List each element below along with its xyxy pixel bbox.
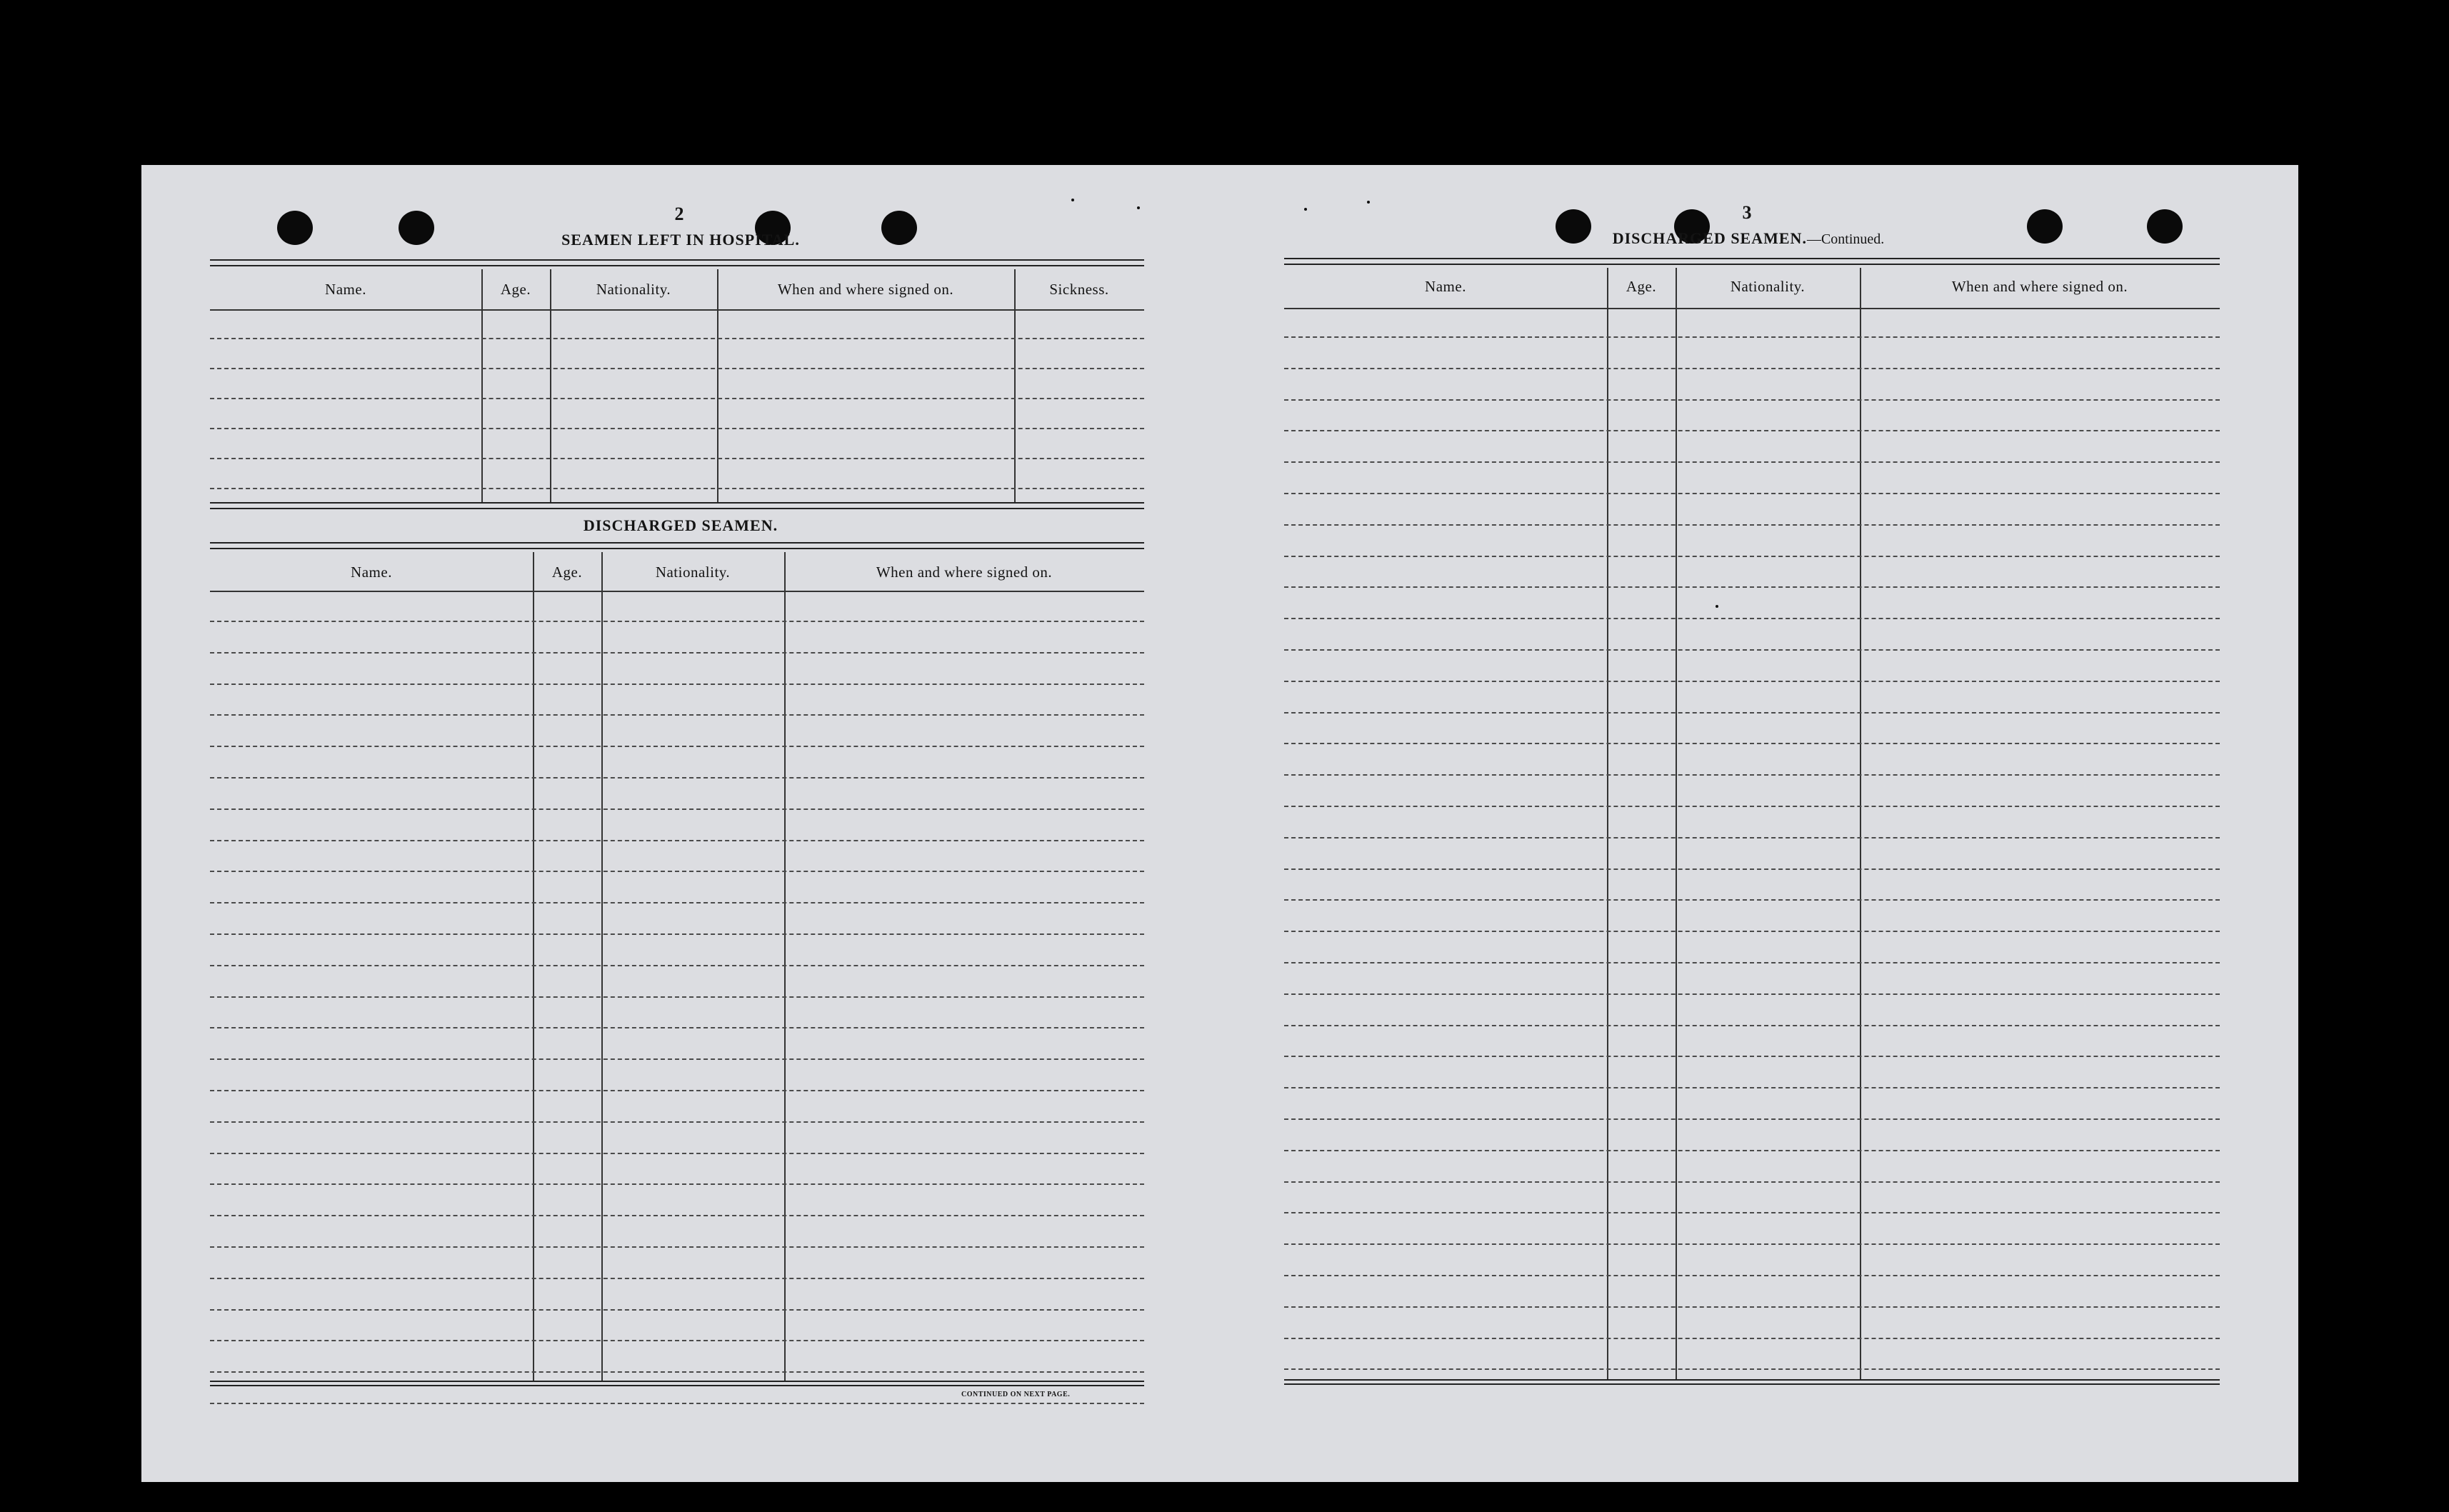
discharged-section-title: DISCHARGED SEAMEN. [583, 516, 778, 534]
table-row-rule [1284, 524, 2220, 526]
table-row-rule [210, 1246, 1144, 1248]
table-row-rule [1284, 618, 2220, 619]
discharged-table-header [210, 552, 1144, 592]
column-divider [1014, 269, 1016, 502]
page-number-left: 2 [674, 204, 684, 224]
table-row-rule [210, 1183, 1144, 1185]
punch-hole [399, 211, 434, 245]
ink-speck [1071, 199, 1074, 201]
column-divider [550, 269, 551, 502]
punch-hole [881, 211, 917, 245]
table-row-rule [210, 746, 1144, 747]
table-row-rule [1284, 336, 2220, 338]
column-header-nationality: Nationality. [596, 281, 671, 298]
table-row-rule [210, 777, 1144, 778]
table-row-rule [210, 1309, 1144, 1311]
column-header-nationality: Nationality. [655, 564, 731, 581]
table-row-rule [210, 368, 1144, 369]
continued-suffix: —Continued. [1806, 231, 1885, 247]
continued-note: CONTINUED ON NEXT PAGE. [961, 1391, 1071, 1398]
column-header-age: Age. [551, 564, 583, 581]
table-row-rule [210, 840, 1144, 841]
table-row-rule [210, 458, 1144, 459]
table-row-rule [1284, 868, 2220, 870]
table-row-rule [1284, 586, 2220, 588]
table-row-rule [1284, 962, 2220, 963]
table-row-rule [1284, 681, 2220, 682]
table-row-rule [210, 652, 1144, 654]
table-row-rule [210, 871, 1144, 872]
table-row-rule [1284, 1212, 2220, 1213]
table-row-rule [1284, 931, 2220, 932]
table-row-rule [1284, 1306, 2220, 1308]
table-row-rule [210, 933, 1144, 935]
table-row-rule [1284, 1056, 2220, 1057]
column-header-signed-on: When and where signed on. [876, 564, 1053, 581]
table-row-rule [1284, 774, 2220, 776]
table-row-rule [210, 428, 1144, 429]
column-header-signed-on: When and where signed on. [1951, 278, 2128, 295]
table-row-rule [210, 398, 1144, 399]
hospital-footer-rule [210, 502, 1144, 509]
discharged-continued-title [1513, 229, 1984, 248]
table-row-rule [1284, 712, 2220, 714]
column-divider [481, 269, 483, 502]
table-row-rule [1284, 1181, 2220, 1183]
column-divider [601, 552, 603, 1381]
column-header-sickness: Sickness. [1049, 281, 1109, 298]
table-row-rule [1284, 1087, 2220, 1088]
discharged-table-right [1284, 268, 2220, 1379]
discharged-header-rule [210, 542, 1144, 549]
punch-hole [2147, 209, 2183, 244]
table-row-rule [210, 1215, 1144, 1216]
page-number-right: 3 [1742, 202, 1752, 223]
table-row-rule [210, 488, 1144, 489]
table-row-rule [1284, 1243, 2220, 1245]
column-divider [784, 552, 786, 1381]
table-row-rule [1284, 1118, 2220, 1120]
table-row-rule [1284, 1150, 2220, 1151]
punch-hole [277, 211, 313, 245]
table-row-rule [1284, 993, 2220, 995]
column-divider [717, 269, 718, 502]
column-header-signed-on: When and where signed on. [777, 281, 954, 298]
table-row-rule [1284, 430, 2220, 431]
hospital-table-header [210, 269, 1144, 311]
punch-hole [2027, 209, 2063, 244]
table-row-rule [1284, 806, 2220, 807]
table-row-rule [210, 1403, 1144, 1404]
table-row-rule [1284, 899, 2220, 901]
hospital-header-rule [210, 259, 1144, 266]
table-row-rule [210, 1340, 1144, 1341]
table-row-rule [1284, 1275, 2220, 1276]
table-row-rule [1284, 743, 2220, 744]
table-row-rule [210, 1278, 1144, 1279]
discharged-continued-title-text: DISCHARGED SEAMEN. [1612, 229, 1807, 247]
column-header-nationality: Nationality. [1730, 278, 1806, 295]
table-row-rule [210, 338, 1144, 339]
table-row-rule [1284, 493, 2220, 494]
discharged-continued-header [1284, 268, 2220, 309]
hospital-section-title: SEAMEN LEFT IN HOSPITAL. [561, 231, 800, 249]
table-row-rule [1284, 399, 2220, 401]
table-row-rule [210, 902, 1144, 903]
table-row-rule [1284, 1338, 2220, 1339]
table-row-rule [210, 1090, 1144, 1091]
right-footer-rule [1284, 1379, 2220, 1385]
table-row-rule [210, 1121, 1144, 1123]
table-row-rule [210, 1153, 1144, 1154]
column-header-age: Age. [1626, 278, 1657, 295]
ink-speck [1367, 201, 1370, 204]
discharged-footer-rule-left [210, 1381, 1144, 1386]
table-row-rule [210, 1371, 1144, 1373]
table-row-rule [1284, 556, 2220, 557]
hospital-table [210, 269, 1144, 502]
table-row-rule [210, 714, 1144, 716]
table-row-rule [1284, 649, 2220, 651]
table-row-rule [210, 1027, 1144, 1028]
column-header-name: Name. [1425, 278, 1466, 295]
ink-speck [1137, 206, 1140, 209]
table-row-rule [1284, 1368, 2220, 1370]
table-row-rule [210, 621, 1144, 622]
right-header-rule [1284, 258, 2220, 265]
column-header-age: Age. [500, 281, 531, 298]
ink-speck [1304, 208, 1307, 211]
table-row-rule [1284, 461, 2220, 463]
table-row-rule [210, 1058, 1144, 1060]
table-row-rule [210, 965, 1144, 966]
table-row-rule [210, 996, 1144, 998]
table-row-rule [1284, 1025, 2220, 1026]
table-row-rule [1284, 837, 2220, 838]
ledger-sheet [141, 165, 2298, 1482]
column-header-name: Name. [325, 281, 366, 298]
column-header-name: Name. [351, 564, 392, 581]
discharged-table-left [210, 552, 1144, 1381]
table-row-rule [210, 684, 1144, 685]
column-divider [533, 552, 534, 1381]
table-row-rule [1284, 368, 2220, 369]
table-row-rule [210, 808, 1144, 810]
